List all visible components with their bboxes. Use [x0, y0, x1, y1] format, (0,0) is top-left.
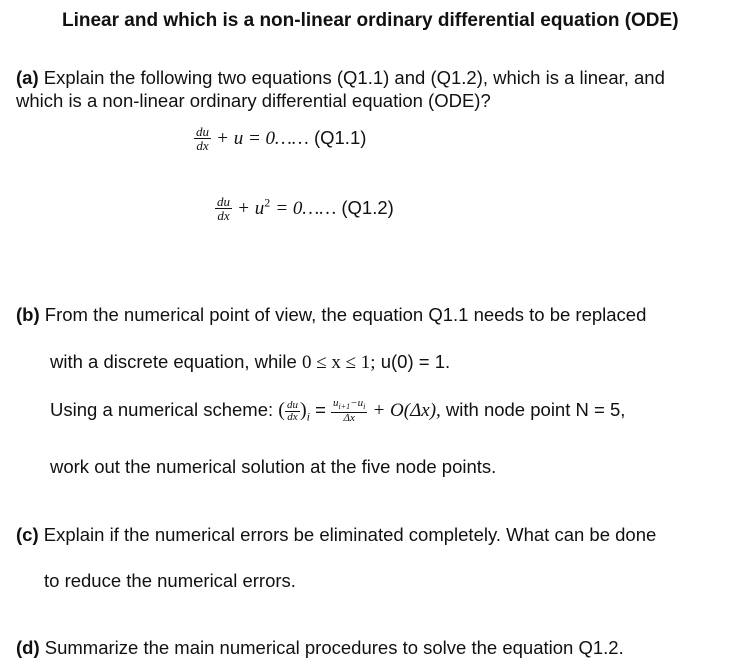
part-d-label: (d) — [16, 637, 40, 658]
part-a-line1 — [16, 67, 665, 89]
part-b-line3: Using a numerical scheme: ( $\frac{du}{dx}$ )$_i$ = $\frac{u_{i+1}-u_i}{\Delta x}$ + O(Δx), with node point N = 5, — [50, 397, 626, 425]
part-b-line2-pre: with a discrete equation, while — [50, 351, 297, 372]
scheme-subscript: i — [306, 409, 310, 424]
part-b-initial-condition: u(0) = 1. — [380, 351, 451, 372]
scheme-lhs-den: dx — [287, 410, 298, 423]
part-c-line2: to reduce the numerical errors. — [44, 570, 296, 591]
scheme-rhs-num: $u_{i+1}-u_i$ — [333, 397, 366, 412]
eq1-fraction — [194, 125, 211, 153]
eq1-denominator: dx — [196, 138, 209, 153]
page-title: Linear and which is a non-linear ordinary differential equation (ODE) — [62, 10, 679, 31]
part-b-domain: 0 ≤ x ≤ 1; — [301, 352, 376, 373]
part-a-text-line1: Explain the following two equations (Q1.1) and (Q1.2), which is a linear, and — [43, 67, 665, 88]
part-b-line2 — [50, 351, 450, 374]
part-a-label: (a) — [16, 67, 39, 88]
eq2-rest-post: = 0…… — [275, 197, 337, 219]
part-d-line1 — [16, 637, 624, 659]
scheme-rhs-den: Δx — [343, 412, 355, 425]
part-b-line4: work out the numerical solution at the five node points. — [50, 456, 497, 477]
part-c-label: (c) — [16, 524, 39, 545]
equation-q1-2 — [215, 195, 394, 223]
scheme-lhs-num: du — [286, 398, 298, 411]
part-c-line1 — [16, 524, 656, 546]
scheme-lhs-fraction — [285, 400, 300, 423]
eq1-numerator: du — [196, 124, 209, 139]
part-b-line3-post: with node point N = 5, — [445, 398, 626, 420]
eq2-power: 2 — [264, 195, 271, 210]
part-b-line1 — [16, 304, 646, 326]
eq1-tag: (Q1.1) — [313, 126, 367, 148]
eq2-denominator: dx — [217, 208, 230, 223]
scheme-equals: = — [315, 398, 326, 420]
eq1-rest: + u = 0…… — [216, 127, 309, 149]
part-d-text-line1: Summarize the main numerical procedures to solve the equation Q1.2. — [44, 637, 624, 658]
equation-q1-1 — [194, 125, 366, 153]
part-c-text-line1: Explain if the numerical errors be eliminated completely. What can be done — [43, 524, 657, 545]
eq2-fraction — [215, 195, 232, 223]
eq2-numerator: du — [217, 194, 230, 209]
eq2-tag: (Q1.2) — [341, 196, 394, 218]
part-b-label: (b) — [16, 304, 40, 325]
part-a-text-line2: which is a non-linear ordinary differential equation (ODE)? — [16, 90, 491, 111]
part-b-line3-pre: Using a numerical scheme: — [50, 398, 274, 420]
part-b-text-line1: From the numerical point of view, the equation Q1.1 needs to be replaced — [44, 304, 647, 325]
scheme-rhs-fraction — [331, 398, 367, 424]
eq2-rest-pre: + u — [237, 197, 265, 219]
scheme-order-term: + O(Δx), — [372, 399, 441, 421]
